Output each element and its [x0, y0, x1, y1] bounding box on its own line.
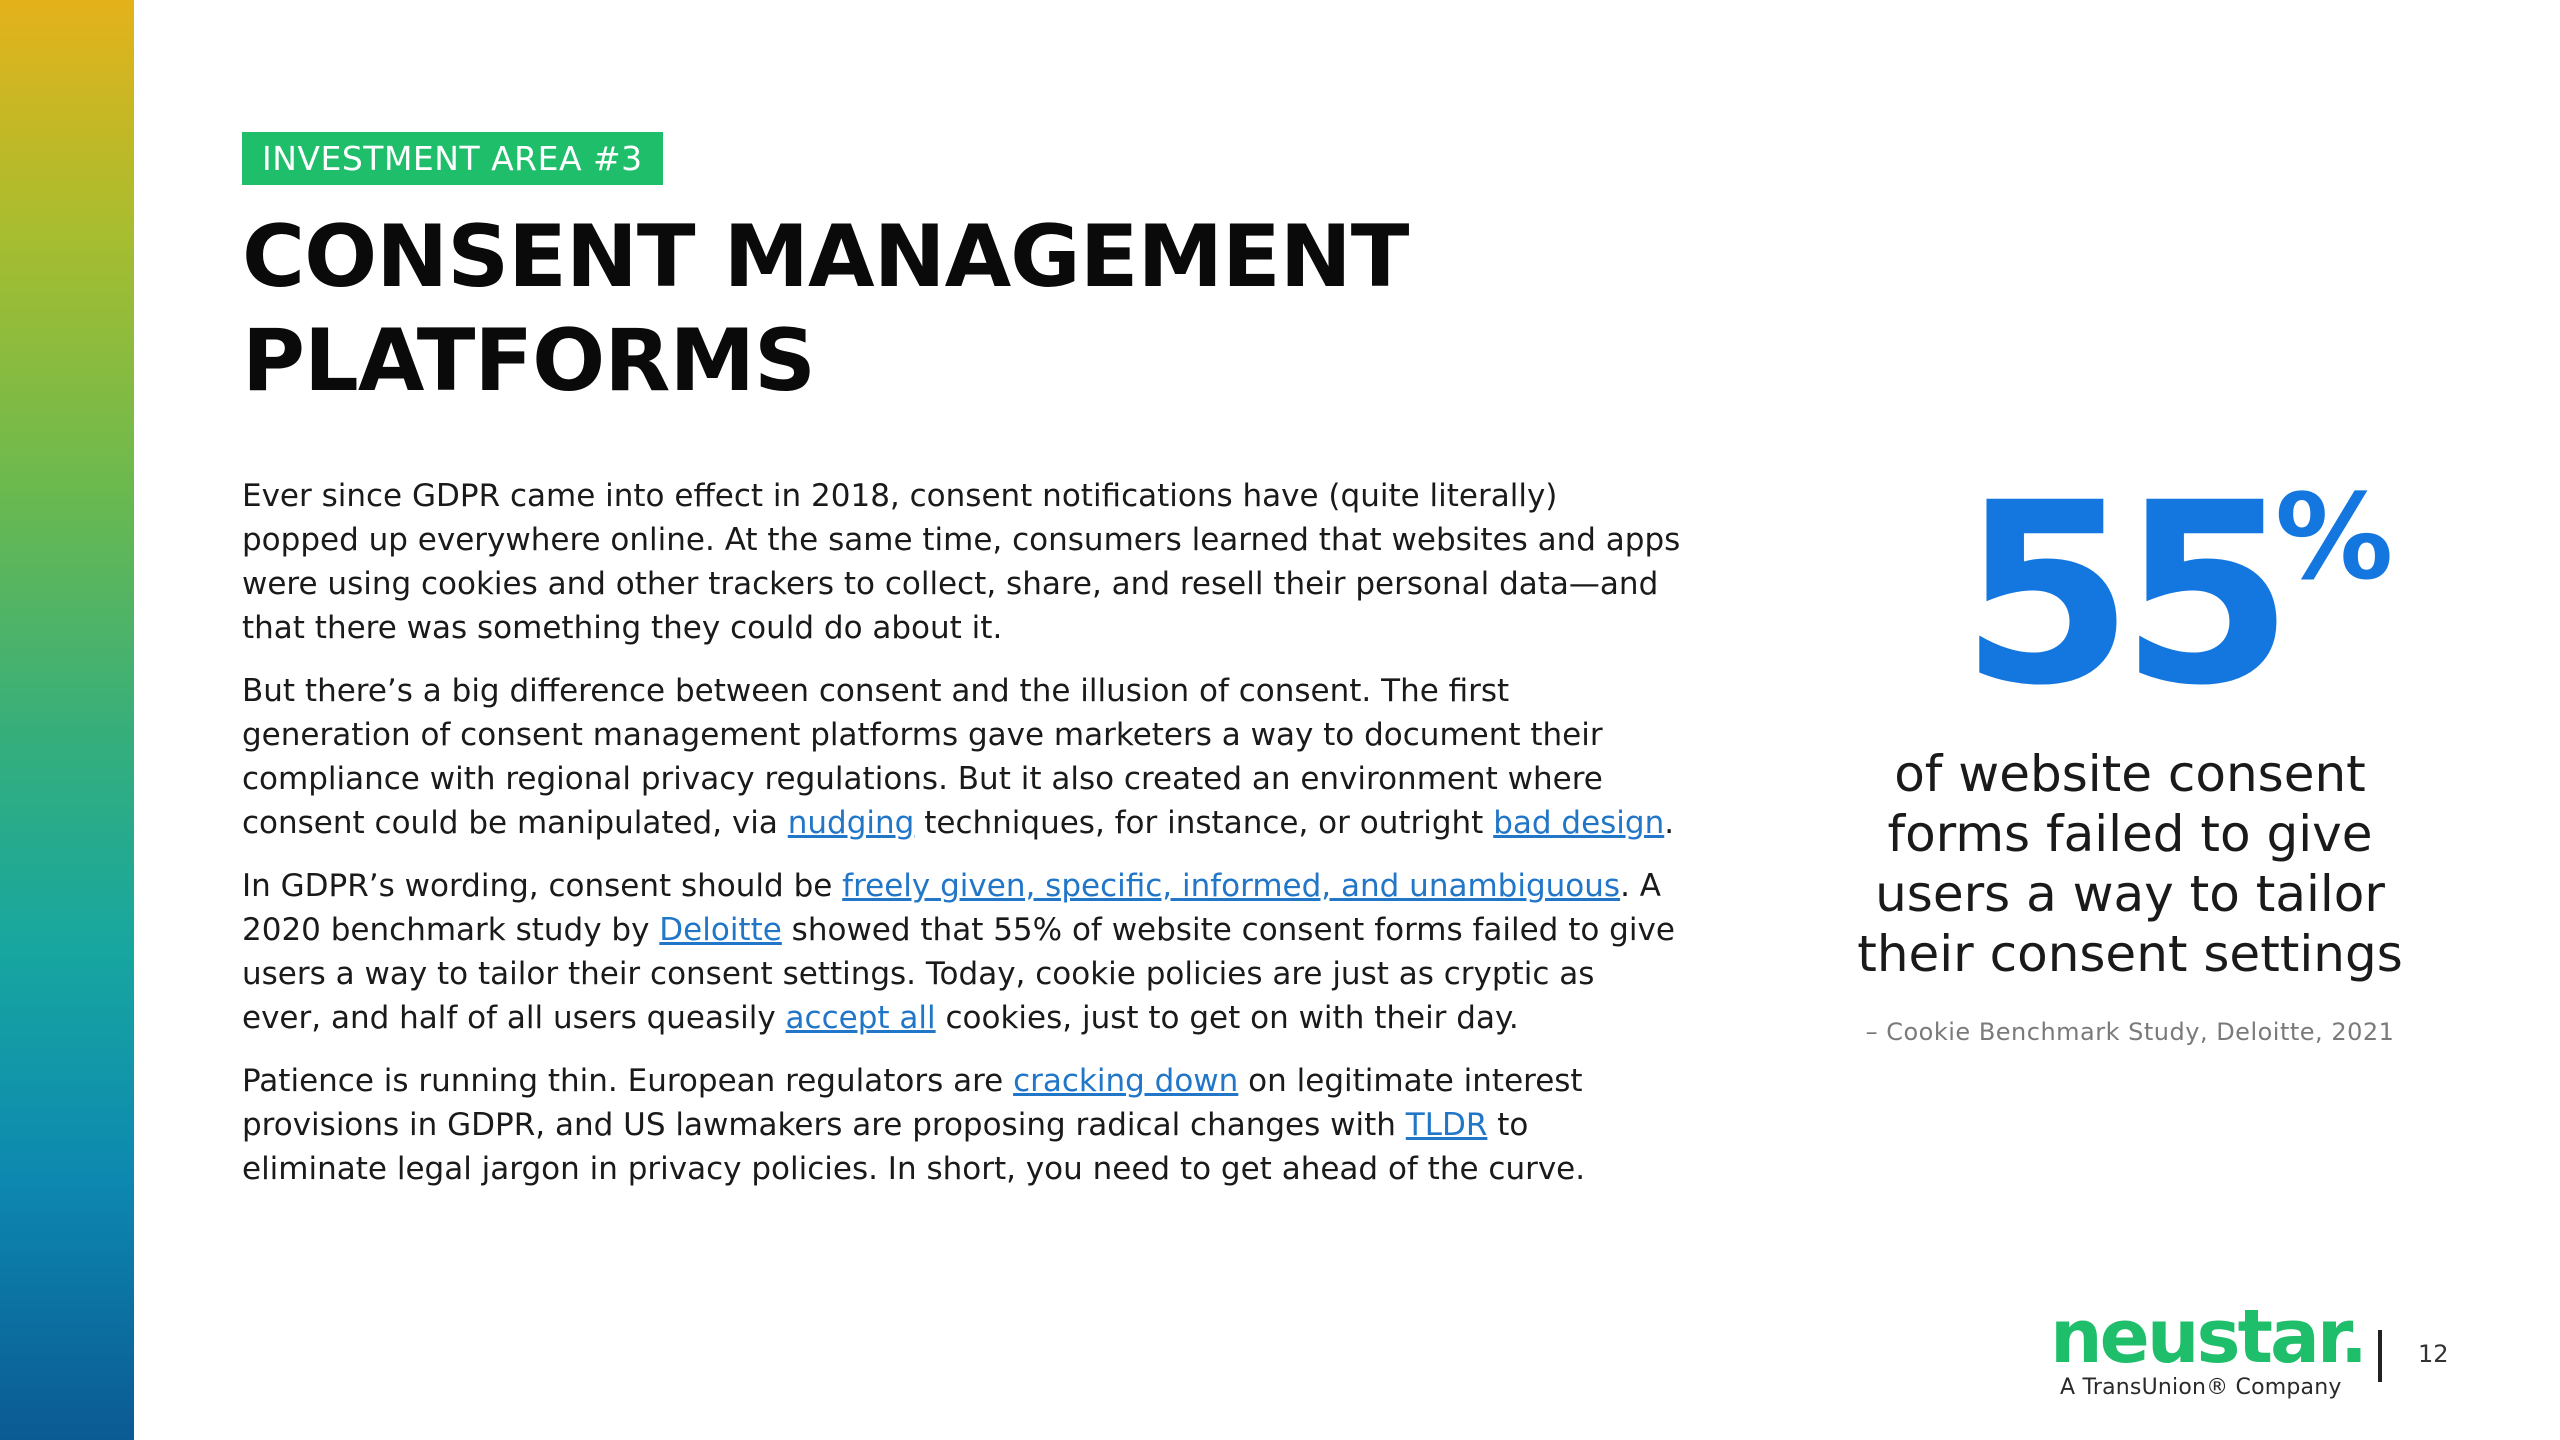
body-text: [242, 474, 1682, 1210]
paragraph-4-text-c: to eliminate legal jargon in privacy policies. In short, you need to get ahead of the curve.: [242, 1107, 1586, 1187]
paragraph-3: [242, 864, 1682, 1040]
title-line-1: CONSENT MANAGEMENT: [242, 207, 1409, 307]
bad-design-link[interactable]: bad design: [1493, 805, 1665, 841]
paragraph-4: [242, 1059, 1682, 1191]
paragraph-2: [242, 669, 1682, 845]
paragraph-3-text-c: showed that 55% of website consent forms failed to give users a way to tailor their consent settings. Today, cookie policies are just as cryptic as ever, and half of all users queasily: [242, 912, 1675, 1036]
section-tag: INVESTMENT AREA #3: [242, 132, 663, 185]
page-number: 12: [2418, 1340, 2449, 1368]
tldr-link[interactable]: TLDR: [1405, 1107, 1488, 1143]
stat-number: 55: [1960, 449, 2280, 740]
paragraph-2-text-c: .: [1664, 805, 1675, 841]
stat-percent-sign: %: [2275, 468, 2394, 606]
consent-definition-link[interactable]: freely given, specific, informed, and unambiguous: [842, 868, 1621, 904]
stat-source: – Cookie Benchmark Study, Deloitte, 2021: [1865, 1018, 2395, 1046]
paragraph-4-text-b: on legitimate interest provisions in GDPR, and US lawmakers are proposing radical changes with: [242, 1063, 1583, 1143]
paragraph-2-text-a: But there’s a big difference between consent and the illusion of consent. The first generation of consent management platforms gave marketers a way to document their compliance with regional privacy regulations. But it also created an environment where consent could be manipulated, via: [242, 673, 1603, 841]
paragraph-3-text-a: In GDPR’s wording, consent should be: [242, 868, 843, 904]
paragraph-3-text-d: cookies, just to get on with their day.: [935, 1000, 1519, 1036]
stat-caption: of website consent forms failed to give users a way to tailor their consent settings: [1857, 745, 2403, 983]
neustar-logo: neustar.: [2050, 1294, 2365, 1380]
deloitte-link[interactable]: Deloitte: [659, 912, 782, 948]
page-title: [242, 205, 1442, 413]
paragraph-1: Ever since GDPR came into effect in 2018, consent notifications have (quite literally) popped up everywhere online. At the same time, consumers learned that websites and apps were using cookies and other trackers to collect, share, and resell their personal data—and that there was something they could do about it.: [242, 478, 1681, 646]
gradient-side-bar: [0, 0, 134, 1440]
title-line-2: PLATFORMS: [242, 311, 815, 411]
nudging-link[interactable]: nudging: [787, 805, 915, 841]
accept-all-link[interactable]: accept all: [785, 1000, 936, 1036]
paragraph-3-text-b: . A 2020 benchmark study by: [242, 868, 1661, 948]
cracking-down-link[interactable]: cracking down: [1013, 1063, 1239, 1099]
logo-subtitle: A TransUnion® Company: [2060, 1375, 2342, 1400]
paragraph-4-text-a: Patience is running thin. European regulators are: [242, 1063, 1014, 1099]
paragraph-2-text-b: techniques, for instance, or outright: [914, 805, 1494, 841]
footer-divider: [2378, 1330, 2382, 1382]
